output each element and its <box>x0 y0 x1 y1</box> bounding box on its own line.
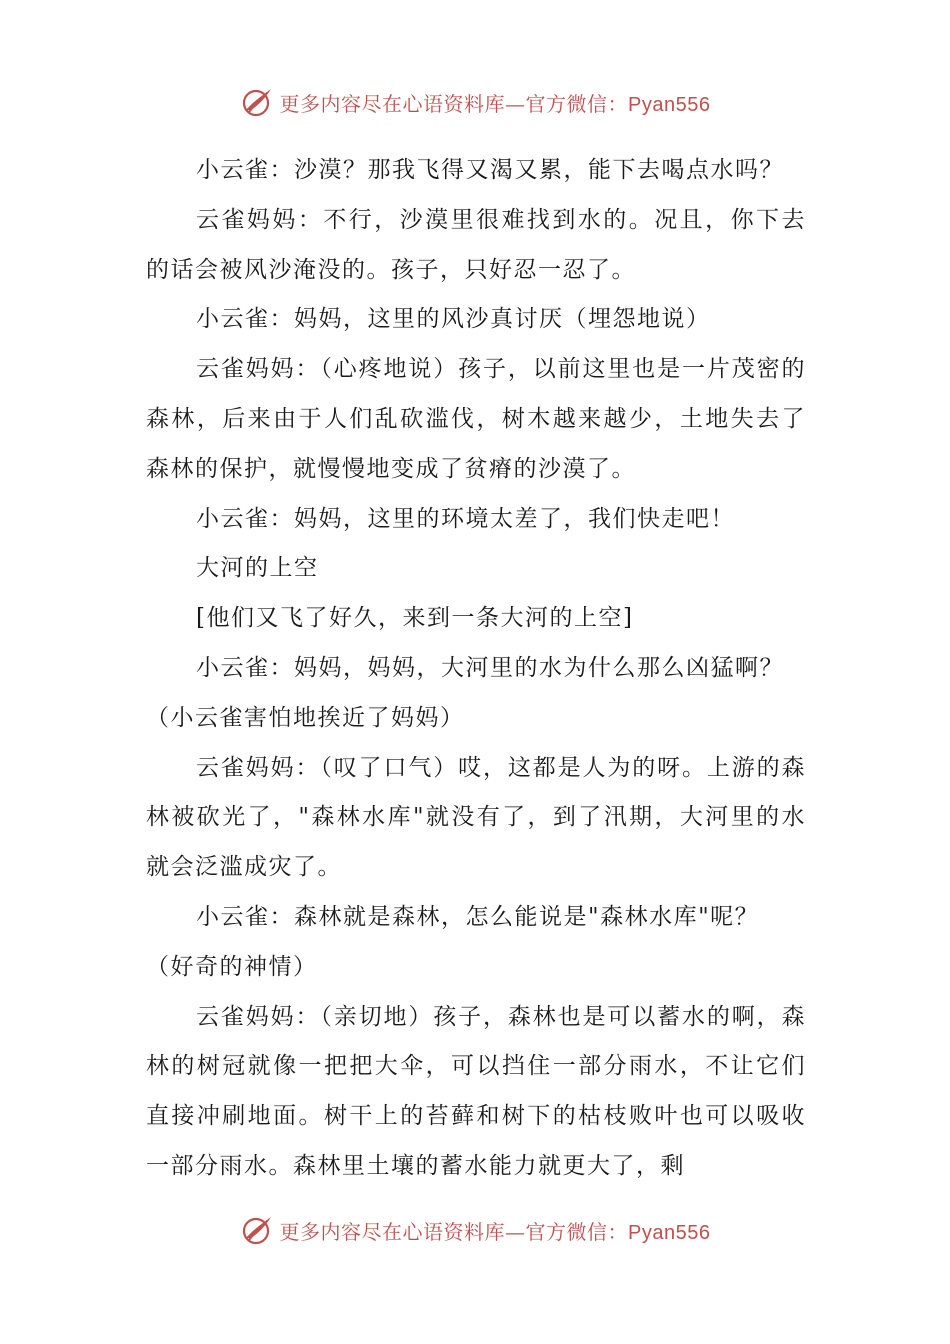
quill-pen-seal-icon <box>240 85 274 119</box>
paragraph: 云雀妈妈：（亲切地）孩子，森林也是可以蓄水的啊，森林的树冠就像一把把大伞，可以挡住一部分雨水，不让它们直接冲刷地面。树干上的苔藓和树下的枯枝败叶也可以吸收一部分雨水。森林里土壤的蓄水能力就更大了，剩 <box>146 1003 806 1179</box>
paragraph: 小云雀：妈妈，这里的风沙真讨厌（埋怨地说） <box>196 306 711 333</box>
quill-pen-seal-icon <box>240 1213 274 1247</box>
paragraph: [他们又飞了好久，来到一条大河的上空] <box>196 605 634 632</box>
paragraph: 小云雀：妈妈，这里的环境太差了，我们快走吧！ <box>196 505 735 532</box>
paragraph: 云雀妈妈：（心疼地说）孩子，以前这里也是一片茂密的森林，后来由于人们乱砍滥伐，树木越来越少，土地失去了森林的保护，就慢慢地变成了贫瘠的沙漠了。 <box>146 356 806 482</box>
footer-banner-text: 更多内容尽在心语资料库—官方微信：Pyan556 <box>279 1219 711 1244</box>
header-banner <box>0 82 950 122</box>
paragraph: 小云雀：妈妈，妈妈，大河里的水为什么那么凶猛啊？ <box>196 654 784 681</box>
paragraph: 小云雀：沙漠？那我飞得又渴又累，能下去喝点水吗？ <box>196 157 784 183</box>
document-body <box>146 146 806 1192</box>
header-banner-text: 更多内容尽在心语资料库—官方微信：Pyan556 <box>279 91 711 116</box>
paragraph: 云雀妈妈：（叹了口气）哎，这都是人为的呀。上游的森林被砍光了，"森林水库"就没有了，到了汛期，大河里的水就会泛滥成灾了。 <box>146 754 806 881</box>
paragraph: （好奇的神情） <box>146 953 318 980</box>
paragraph: 小云雀：森林就是森林，怎么能说是"森林水库"呢？ <box>196 903 760 930</box>
footer-banner <box>0 1210 950 1250</box>
header-wechat-id: Pyan556 <box>628 93 711 116</box>
footer-wechat-id: Pyan556 <box>628 1221 711 1244</box>
paragraph: 大河的上空 <box>196 555 319 582</box>
paragraph: 云雀妈妈：不行，沙漠里很难找到水的。况且，你下去的话会被风沙淹没的。孩子，只好忍一忍了。 <box>146 206 806 283</box>
paragraph: （小云雀害怕地挨近了妈妈） <box>146 704 465 731</box>
